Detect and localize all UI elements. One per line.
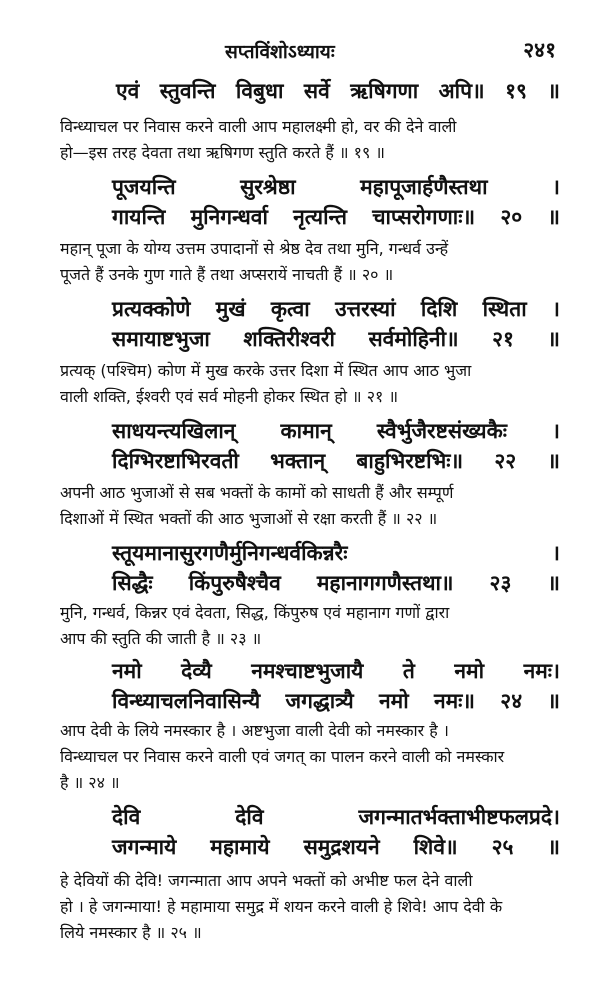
verse-21	[112, 294, 560, 354]
verse-19	[116, 76, 560, 106]
translation-line: विन्ध्याचल पर निवास करने वाली एवं जगत् का पालन करने वाली को नमस्कार	[60, 747, 505, 766]
translation-line: हो—इस तरह देवता तथा ऋषिगण स्तुति करते हैं ॥ १९ ॥	[60, 143, 385, 162]
translation-line: अपनी आठ भुजाओं से सब भक्तों के कामों को साधती हैं और सम्पूर्ण	[60, 483, 454, 502]
translation-line: हे देवियों की देवि! जगन्माता आप अपने भक्तों को अभीष्ट फल देने वाली	[60, 871, 473, 890]
translation-line: लिये नमस्कार है ॥ २५ ॥	[60, 923, 202, 942]
translation-line: प्रत्यक् (पश्चिम) कोण में मुख करके उत्तर दिशा में स्थित आप आठ भुजा	[60, 361, 472, 380]
verse-line: सिद्धैः किंपुरुषैश्चैव महानागगणैस्तथा॥ २३ ॥	[112, 571, 560, 595]
translation-19	[60, 114, 565, 166]
verse-line: स्तूयमानासुरगणैर्मुनिगन्धर्वकिन्नरैः ।	[112, 541, 560, 565]
verse-25	[112, 802, 560, 862]
translation-line: पूजते हैं उनके गुण गाते हैं तथा अप्सरायें नाचती हैं ॥ २० ॥	[60, 265, 394, 284]
verse-20	[112, 172, 560, 232]
verse-23	[112, 538, 560, 598]
verse-line: समायाष्टभुजा शक्तिरीश्वरी सर्वमोहिनी॥ २१ ॥	[112, 327, 560, 351]
translation-23	[60, 600, 565, 652]
verse-line: नमो देव्यै नमश्चाष्टभुजायै ते नमो नमः।	[112, 659, 560, 683]
translation-21	[60, 358, 565, 410]
verse-22	[112, 416, 560, 476]
verse-line: जगन्माये महामाये समुद्रशयने शिवे॥ २५ ॥	[112, 835, 560, 859]
translation-line: हो । हे जगन्माया! हे महामाया समुद्र में शयन करने वाली हे शिवे! आप देवी के	[60, 897, 503, 916]
translation-line: महान् पूजा के योग्य उत्तम उपादानों से श्रेष्ठ देव तथा मुनि, गन्धर्व उन्हें	[60, 239, 449, 258]
translation-line: विन्ध्याचल पर निवास करने वाली आप महालक्ष्मी हो, वर की देने वाली	[60, 117, 457, 136]
verse-line: साधयन्त्यखिलान् कामान् स्वैर्भुजैरष्टसंख्यकैः ।	[112, 419, 560, 443]
page-number: २४१	[523, 37, 556, 62]
page-header	[0, 36, 600, 66]
translation-25	[60, 868, 565, 946]
verse-line: दिग्भिरष्टाभिरवती भक्तान् बाहुभिरष्टभिः॥ २२ ॥	[112, 449, 560, 473]
verse-line: गायन्ति मुनिगन्धर्वा नृत्यन्ति चाप्सरोगणाः॥ २० ॥	[112, 205, 560, 229]
translation-line: आप देवी के लिये नमस्कार है । अष्टभुजा वाली देवी को नमस्कार है ।	[60, 721, 449, 740]
translation-22	[60, 480, 565, 532]
translation-20	[60, 236, 565, 288]
translation-24	[60, 718, 565, 796]
verse-24	[112, 656, 560, 716]
verse-line: विन्ध्याचलनिवासिन्यै जगद्धात्र्यै नमो नमः॥ २४ ॥	[112, 689, 560, 713]
verse-line: एवं स्तुवन्ति विबुधा सर्वे ऋषिगणा अपि॥ १९ ॥	[116, 79, 560, 103]
verse-line: पूजयन्ति सुरश्रेष्ठा महापूजार्हणैस्तथा ।	[112, 175, 560, 199]
translation-line: वाली शक्ति, ईश्वरी एवं सर्व मोहनी होकर स्थित हो ॥ २१ ॥	[60, 387, 399, 406]
translation-line: दिशाओं में स्थित भक्तों की आठ भुजाओं से रक्षा करती हैं ॥ २२ ॥	[60, 509, 438, 528]
translation-line: है ॥ २४ ॥	[60, 773, 120, 792]
verse-line: प्रत्यक्कोणे मुखं कृत्वा उत्तरस्यां दिशि स्थिता ।	[112, 297, 560, 321]
translation-line: मुनि, गन्धर्व, किन्नर एवं देवता, सिद्ध, किंपुरुष एवं महानाग गणों द्वारा	[60, 603, 450, 622]
chapter-title: सप्तविंशोऽध्यायः	[225, 41, 335, 63]
verse-line: देवि देवि जगन्मातर्भक्ताभीष्टफलप्रदे।	[112, 805, 560, 829]
translation-line: आप की स्तुति की जाती है ॥ २३ ॥	[60, 629, 262, 648]
